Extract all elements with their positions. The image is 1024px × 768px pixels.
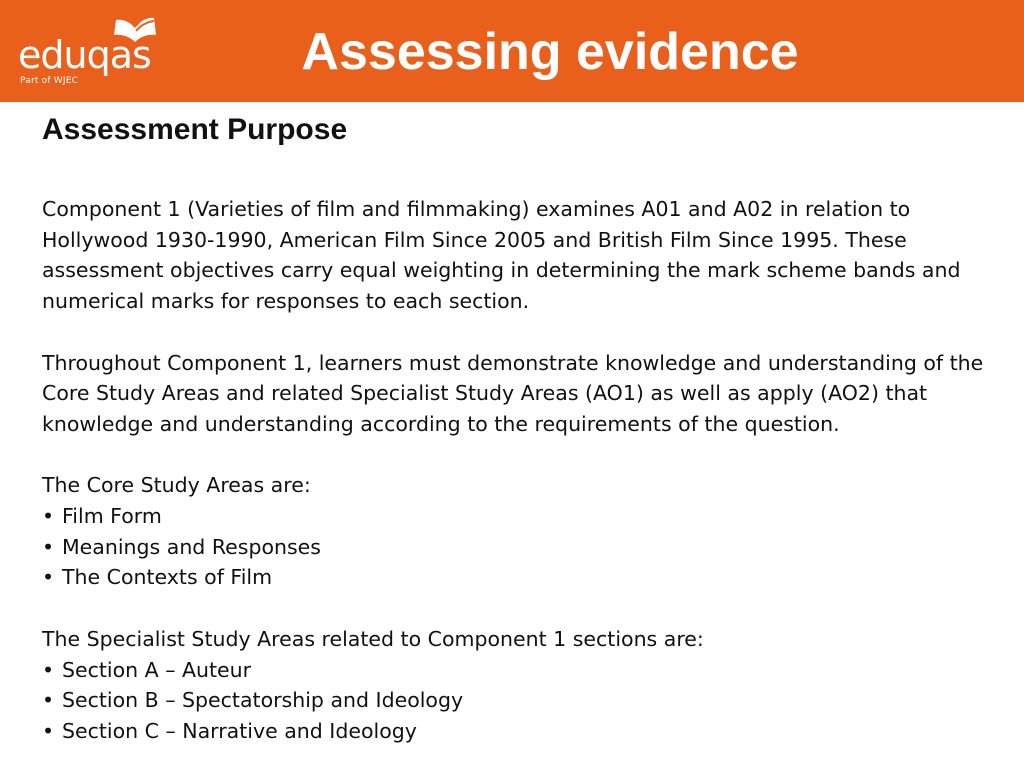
eduqas-logo	[16, 12, 166, 92]
bullet-icon: •	[42, 534, 55, 559]
list-item: • The Contexts of Film	[42, 562, 992, 593]
list-item: • Section C – Narrative and Ideology	[42, 716, 992, 747]
bullet-icon: •	[42, 718, 55, 743]
logo-wordmark: eduqas	[18, 33, 151, 77]
bullet-icon: •	[42, 657, 55, 682]
list-item: • Section B – Spectatorship and Ideology	[42, 685, 992, 716]
specialist-areas-list	[42, 655, 992, 747]
list-item: • Meanings and Responses	[42, 532, 992, 563]
paragraph-learner-requirements: Throughout Component 1, learners must demonstrate knowledge and understanding of the Core Study Areas and related Specialist Study Areas (AO1) as well as apply (AO2) that knowledge and understanding according to the requirements of the question.	[42, 350, 984, 436]
list-item: • Section A – Auteur	[42, 655, 992, 686]
bullet-icon: •	[42, 688, 55, 713]
core-areas-list	[42, 501, 992, 593]
logo-tagline: Part of WJEC	[20, 76, 79, 86]
bullet-icon: •	[42, 565, 55, 590]
slide-body	[42, 110, 992, 747]
header-bar	[0, 0, 1024, 102]
core-areas-intro: The Core Study Areas are:	[42, 473, 311, 498]
specialist-areas-intro: The Specialist Study Areas related to Component 1 sections are:	[42, 626, 704, 651]
bullet-icon: •	[42, 504, 55, 528]
paragraph-component-overview: Component 1 (Varieties of film and filmmaking) examines A01 and A02 in relation to Hollywood 1930-1990, American Film Since 2005 and British Film Since 1995. These assessment objectives carry equal weighting in determining the mark scheme bands and numerical marks for responses to each section.	[42, 197, 961, 314]
page-title: Assessing evidence	[301, 23, 799, 81]
list-item: • Film Form	[42, 501, 992, 532]
section-heading: Assessment Purpose	[42, 113, 348, 146]
